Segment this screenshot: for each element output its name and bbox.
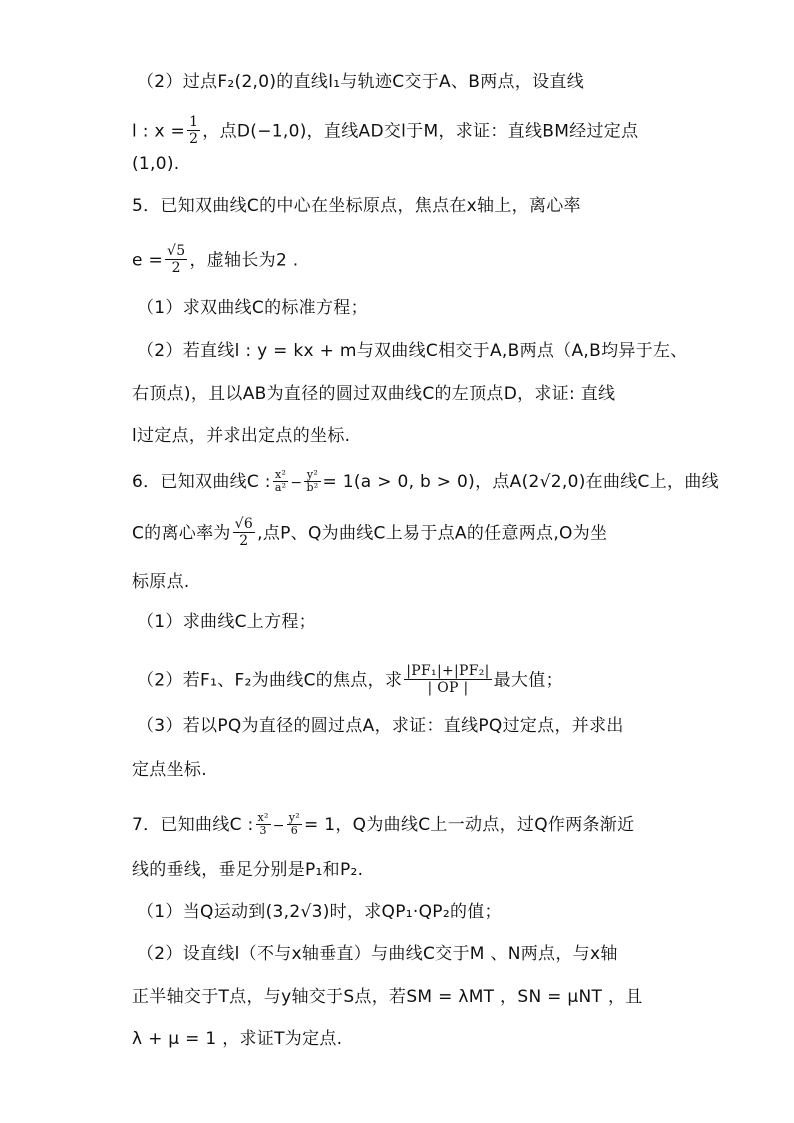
text-line <box>132 469 719 495</box>
text-run: ，点D(−1,0)，直线AD交l于M，求证：直线BM经过定点 <box>202 121 639 142</box>
fraction-denominator: 2 <box>233 532 255 549</box>
text-line: （2）过点F₂(2,0)的直线l₁与轨迹C交于A、B两点，设直线 <box>137 72 585 92</box>
fraction <box>304 469 320 495</box>
fraction-numerator: |PF₁|+|PF₂| <box>406 663 490 679</box>
fraction <box>256 812 271 838</box>
minus-sign: − <box>290 474 303 491</box>
text-line: （1）求曲线C上方程； <box>137 612 316 632</box>
text-run: C的离心率为 <box>132 523 231 544</box>
text-line: 正半轴交于T点，与y轴交于S点，若SM = λMT ，SN = μNT ，且 <box>132 987 643 1007</box>
text-run: 6．已知双曲线C : <box>132 471 271 492</box>
minus-sign: − <box>272 817 285 834</box>
fraction-numerator: 1 <box>189 114 199 130</box>
text-line: λ + μ = 1 ，求证T为定点. <box>132 1029 343 1049</box>
text-line: l过定点，并求出定点的坐标. <box>132 426 351 446</box>
text-run: = 1(a > 0, b > 0)，点A(2√2,0)在曲线C上，曲线 <box>322 471 719 492</box>
fraction <box>287 812 302 838</box>
text-line: （2）设直线l（不与x轴垂直）与曲线C交于M 、N两点，与x轴 <box>137 944 618 964</box>
fraction-numerator: y² <box>288 811 301 824</box>
text-line: （1）当Q运动到(3,2√3)时，求QP₁·QP₂的值； <box>137 902 502 922</box>
text-line: （3）若以PQ为直径的圆过点A，求证：直线PQ过定点，并求出 <box>137 716 624 736</box>
fraction-numerator: x² <box>275 468 287 481</box>
text-line: （2）若直线l : y = kx + m与双曲线C相交于A,B两点（A,B均异于左、 <box>137 341 688 361</box>
text-run: ,点P、Q为曲线C上易于点A的任意两点,O为坐 <box>257 523 608 544</box>
text-line <box>132 517 607 549</box>
text-line: 线的垂线，垂足分别是P₁和P₂. <box>132 860 364 880</box>
text-line <box>137 664 563 696</box>
fraction <box>165 244 187 276</box>
fraction-denominator: 2 <box>189 131 199 148</box>
text-run: 最大值； <box>493 670 563 691</box>
text-line: （1）求双曲线C的标准方程； <box>137 298 368 318</box>
text-run: （2）若F₁、F₂为曲线C的焦点，求 <box>137 670 403 691</box>
text-line: 标原点. <box>132 572 190 592</box>
fraction-numerator: x² <box>257 811 269 824</box>
text-line <box>132 115 638 147</box>
math-inline: e = <box>132 250 164 271</box>
text-line: 定点坐标. <box>132 760 207 780</box>
fraction <box>404 664 491 696</box>
fraction <box>273 469 289 495</box>
text-line <box>132 244 298 276</box>
text-line: (1,0). <box>132 154 180 174</box>
fraction-denominator: | OP | <box>404 679 491 696</box>
math-inline: l : x = <box>132 121 186 142</box>
fraction-numerator: y² <box>306 468 319 481</box>
fraction-denominator: b² <box>306 481 319 495</box>
fraction <box>233 517 255 549</box>
text-line <box>132 812 634 838</box>
fraction <box>187 115 200 147</box>
fraction-denominator: 3 <box>256 824 271 838</box>
text-line: 5．已知双曲线C的中心在坐标原点，焦点在x轴上，离心率 <box>132 196 581 216</box>
text-run: ，虚轴长为2 . <box>189 250 299 271</box>
fraction-denominator: 2 <box>165 259 187 276</box>
fraction-numerator: √5 <box>167 243 186 259</box>
text-line: 右顶点)，且以AB为直径的圆过双曲线C的左顶点D，求证: 直线 <box>132 384 616 404</box>
text-run: 7．已知曲线C : <box>132 814 254 835</box>
fraction-denominator: a² <box>274 481 287 495</box>
text-run: = 1，Q为曲线C上一动点，过Q作两条渐近 <box>304 814 635 835</box>
fraction-denominator: 6 <box>287 824 302 838</box>
fraction-numerator: √6 <box>234 516 254 532</box>
